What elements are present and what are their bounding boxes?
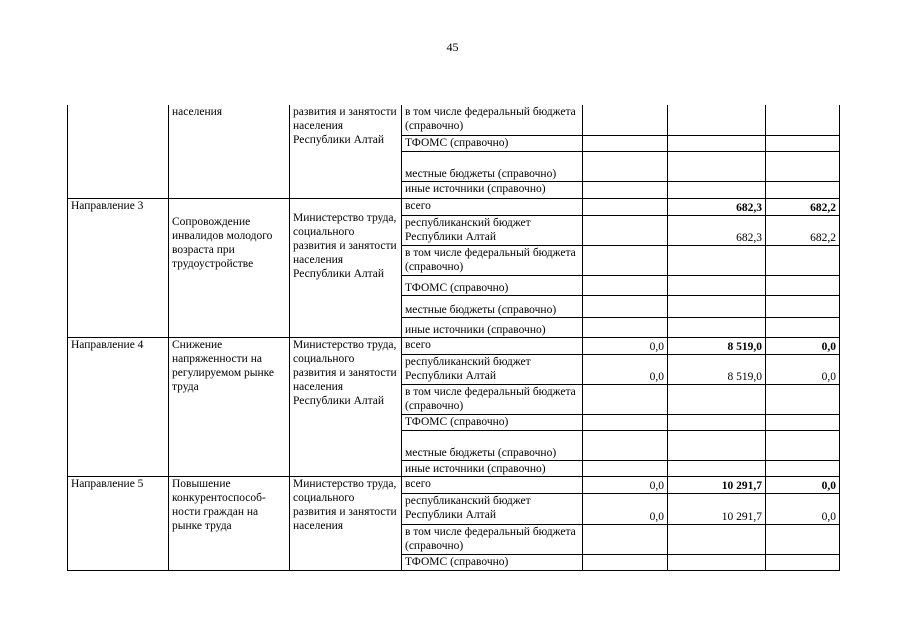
measure-cell: Повышение конкурентоспособ-ности граждан на рынке труда: [169, 477, 290, 571]
executor-cell: Министерство труда, социального развития и занятости населения: [290, 477, 402, 571]
value-cell: [583, 554, 668, 570]
value-cell: [766, 135, 840, 151]
value-cell: 10 291,7: [668, 494, 766, 524]
value-cell: 682,3: [668, 198, 766, 215]
value-cell: 682,2: [766, 216, 840, 246]
value-cell: [766, 524, 840, 554]
direction-cell: Направление 5: [68, 477, 169, 571]
value-cell: [668, 246, 766, 276]
value-cell: [583, 181, 668, 198]
value-cell: [766, 461, 840, 477]
value-cell: 8 519,0: [668, 354, 766, 384]
value-cell: [766, 296, 840, 317]
value-cell: [668, 105, 766, 135]
value-cell: [583, 317, 668, 337]
measure-cell: Сопровождение инвалидов молодого возраста при трудоустройстве: [169, 198, 290, 337]
source-cell: иные источники (справочно): [402, 461, 583, 477]
value-cell: [766, 246, 840, 276]
direction-cell: Направление 4: [68, 337, 169, 477]
source-cell: всего: [402, 198, 583, 215]
value-cell: [766, 317, 840, 337]
source-cell: ТФОМС (справочно): [402, 135, 583, 151]
source-cell: иные источники (справочно): [402, 181, 583, 198]
value-cell: [668, 415, 766, 431]
executor-cell: Министерство труда, социального развития и занятости населения Республики Алтай: [290, 198, 402, 337]
value-cell: 0,0: [583, 494, 668, 524]
source-cell: ТФОМС (справочно): [402, 554, 583, 570]
value-cell: [668, 181, 766, 198]
value-cell: 0,0: [766, 494, 840, 524]
value-cell: [766, 431, 840, 461]
value-cell: [583, 276, 668, 296]
source-cell: республиканский бюджет Республики Алтай: [402, 216, 583, 246]
value-cell: [766, 105, 840, 135]
value-cell: [583, 105, 668, 135]
executor-cell: Министерство труда, социального развития и занятости населения Республики Алтай: [290, 337, 402, 477]
direction-cell: Направление 3: [68, 198, 169, 337]
source-cell: иные источники (справочно): [402, 317, 583, 337]
funding-table: [67, 105, 840, 571]
value-cell: [583, 216, 668, 246]
value-cell: [668, 296, 766, 317]
value-cell: 0,0: [583, 477, 668, 494]
value-cell: [583, 198, 668, 215]
source-cell: местные бюджеты (справочно): [402, 151, 583, 181]
source-cell: в том числе федеральный бюджета (справочно): [402, 105, 583, 135]
value-cell: [668, 151, 766, 181]
source-cell: ТФОМС (справочно): [402, 276, 583, 296]
table-row: [68, 477, 840, 494]
page-number: 45: [446, 40, 459, 54]
value-cell: [668, 431, 766, 461]
value-cell: [766, 554, 840, 570]
value-cell: 8 519,0: [668, 337, 766, 354]
value-cell: 0,0: [766, 337, 840, 354]
value-cell: [668, 317, 766, 337]
source-cell: в том числе федеральный бюджета (справочно): [402, 524, 583, 554]
value-cell: [668, 276, 766, 296]
value-cell: [583, 151, 668, 181]
value-cell: [583, 135, 668, 151]
source-cell: республиканский бюджет Республики Алтай: [402, 494, 583, 524]
value-cell: [583, 431, 668, 461]
value-cell: [766, 384, 840, 414]
source-cell: всего: [402, 337, 583, 354]
source-cell: в том числе федеральный бюджета (справочно): [402, 246, 583, 276]
value-cell: [668, 135, 766, 151]
source-cell: всего: [402, 477, 583, 494]
source-cell: местные бюджеты (справочно): [402, 296, 583, 317]
direction-cell: [68, 105, 169, 198]
source-cell: республиканский бюджет Республики Алтай: [402, 354, 583, 384]
value-cell: 682,3: [668, 216, 766, 246]
value-cell: 0,0: [766, 477, 840, 494]
source-cell: ТФОМС (справочно): [402, 415, 583, 431]
value-cell: [668, 384, 766, 414]
table-row: [68, 105, 840, 135]
value-cell: [583, 246, 668, 276]
value-cell: [766, 181, 840, 198]
value-cell: 0,0: [583, 337, 668, 354]
value-cell: [668, 524, 766, 554]
value-cell: [583, 384, 668, 414]
value-cell: [668, 554, 766, 570]
value-cell: [766, 151, 840, 181]
measure-cell: населения: [169, 105, 290, 198]
source-cell: местные бюджеты (справочно): [402, 431, 583, 461]
value-cell: 0,0: [583, 354, 668, 384]
table-row: [68, 198, 840, 215]
value-cell: 0,0: [766, 354, 840, 384]
value-cell: [583, 461, 668, 477]
measure-cell: Снижение напряженности на регулируемом рынке труда: [169, 337, 290, 477]
value-cell: 682,2: [766, 198, 840, 215]
value-cell: [766, 415, 840, 431]
executor-cell: развития и занятости населения Республики Алтай: [290, 105, 402, 198]
value-cell: [583, 415, 668, 431]
value-cell: [766, 276, 840, 296]
table-row: [68, 337, 840, 354]
source-cell: в том числе федеральный бюджета (справочно): [402, 384, 583, 414]
value-cell: [668, 461, 766, 477]
value-cell: [583, 296, 668, 317]
value-cell: 10 291,7: [668, 477, 766, 494]
value-cell: [583, 524, 668, 554]
